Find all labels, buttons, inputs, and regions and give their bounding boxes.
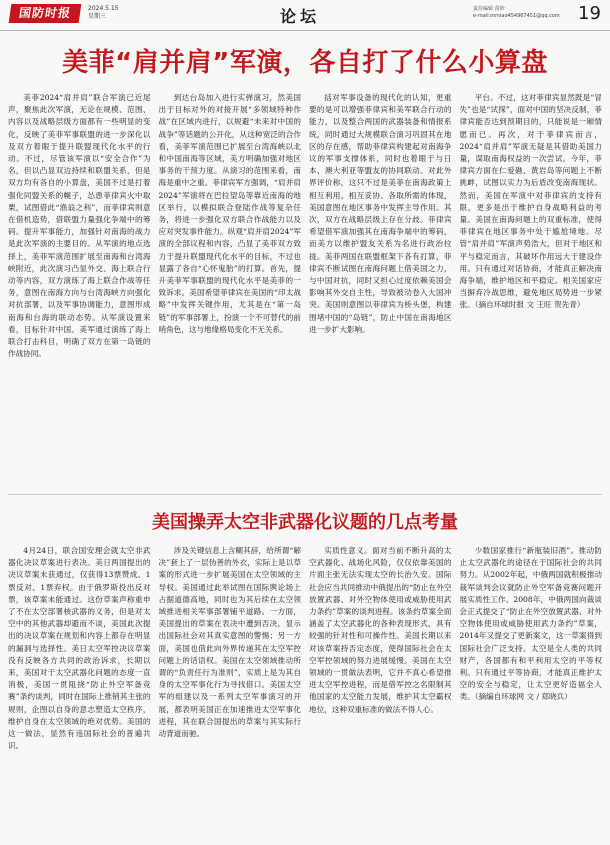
article1-paragraph: 平台。不过，这对菲律宾显然既是“冒失”也是“试探”，面对中国的坚决反制，菲律宾能否达到预期目的，只能说是一厢情愿而已。再次，对于菲律宾而言，2024“肩并肩”军演无疑是其借助美国力量，谋取南海权益的一次尝试。今年，菲律宾方面在仁爱礁、黄岩岛等问题上不断挑衅，试图以实力为后盾改变南海现状。然而，美国在军演中对菲律宾的支持有限，更多是出于维护自身战略利益的考量。美国在南海问题上的双重标准，使得菲律宾在地区事务中处于尴尬境地。尽管“肩并肩”军演声势浩大，但对于地区和平与稳定而言，其破坏作用远大于建设作用。只有通过对话协商，才能真正解决南海争端，维护地区和平稳定。相关国家应当摒弃冷战思维，避免地区局势进一步紧张。（摘自环球时报 文 王旺 贺先青） — [459, 93, 602, 310]
article2-paragraph: 4月24日，联合国安理会就太空非武器化决议草案进行表决。美日两国提出的决议草案未获通过，仅获得13票赞成、1票反对、1票弃权。由于俄罗斯投出反对票，该草案未能通过。这份草案声称重申了不在太空部署核武器的义务，但是对太空中的其他武器却避而不谈，美国此次提出的决议草案在规划和内容上都存在明显的漏洞与选择性。美日太空军控决议草案没有反映各方共同的政治诉求，长期以来，美国对于太空武器化问题的态度一直消极，美国一贯阻挠“防止外空军备竞赛”条约谈判，同时在国际上推销其主张的规则，企图以自身的意志塑造太空秩序，维护自身在太空领域的绝对优势。美国的这一做法，显然有违国际社会的普遍共识。 — [8, 546, 151, 751]
editor-info — [473, 6, 560, 20]
article1-paragraph: 美菲2024“肩并肩”联合军演已近尾声，聚焦此次军演，无论在规模、范围、内容以及战略层级方面都有一些明显的变化，反映了美菲军事联盟的进一步深化以及双方着眼于提升联盟现代化水平的行动。不过，尽管该军演以“安全合作”为名，但以凸显双边持续和联盟关系，但是双方均有各自的小算盘，美国不过是打着强化同盟关系的幌子，怂恿菲律宾火中取栗，试图借此“渔翁之利”，而菲律宾则意在借机造势，借联盟力量强化争端中的筹码。提升军事能力，加强针对南海的战力是此次军演的主要目的。从军演的地点选择上，美菲军演范围扩展至南海和台湾海峡附近，此次演习凸显外交、海上联合行动等内容，双方演练了海上联合作战等任务，意图在南海方向与台湾海峡方向强化对抗部署，以及军事协调能力，意图形成南海和台海的联动态势。从军演设置来看，目标针对中国。美军通过演练了海上联合打击科目，明确了双方在第一岛链的作战协同。 — [8, 93, 151, 359]
article1-body — [8, 92, 602, 482]
article2-column-1 — [8, 545, 151, 841]
article1-paragraph: 括对军事设备的现代化的认知，更重要的是可以增强菲律宾和美军联合行动的能力，以及整合两国的武器装备和情报系统，同时通过大规模联合演习巩固其在地区的存在感，帮助菲律宾构建起对南海争议的军事支撑体系，同时也着眼于与日本、澳大利亚等盟友的协同联动。对此外界评价称，这只不过是美菲在南海政策上相互利用、相互妥协、各取所需的体现，美国意图在地区事务中发挥主导作用。其次，双方在战略层级上存在分歧。菲律宾希望借军演加强其在南海争端中的筹码，而美方以维护盟友关系为名进行政治拉拢。美菲两国在联盟框架下各有打算，菲律宾不断试图在南海问题上借美国之力，与中国对抗，同时又担心过度依赖美国会影响其外交自主性，导致被动卷入大国冲突。美国则意图以菲律宾为桥头堡，构建围堵中国的“岛链”，防止中国在南海地区进一步扩大影响。 — [309, 93, 452, 334]
article1-headline: 美菲“肩并肩”军演，各自打了什么小算盘 — [62, 48, 548, 78]
article2-paragraph: 少数国家推行“新瓶装旧酒”。推动防止太空武器化的途径在于国际社会的共同努力。从2002年起，中俄两国就积极推动裁军谈判会议就防止外空军备竞赛问题开展实质性工作。2008年，中俄两国向裁谈会正式提交了“防止在外空放置武器、对外空物体使用或威胁使用武力条约”草案，2014年又提交了更新案文，这一草案得到国际社会广泛支持。太空是全人类的共同财产，各国都有和平利用太空的平等权利。只有通过平等协商，才能真正维护太空的安全与稳定，让太空更好造福全人类。（摘编自环球网 文 / 郑晓兵） — [459, 546, 602, 702]
date-text: 2024.5.15 — [88, 5, 119, 12]
article1-column-1 — [8, 92, 151, 482]
article2-column-3 — [309, 545, 452, 841]
article1-column-4 — [460, 92, 603, 482]
page-number: 19 — [578, 3, 601, 24]
article2-paragraph: 实质性意义。面对当前不断升高的太空武器化、战场化风险，仅仅依靠美国的片面主张无法实现太空的长治久安。国际社会应当共同推动中俄提出的“防止在外空放置武器、对外空物体使用或威胁使用武力条约”草案的谈判进程。该条约草案全面涵盖了太空武器化的各种表现形式，具有较强的针对性和可操作性。美国长期以来对该草案持否定态度，使得国际社会在太空军控领域的努力进展缓慢。美国在太空领域的一贯做法表明，它并不真心希望推进太空军控进程，而是借军控之名限制其他国家的太空能力发展，维护其太空霸权地位，这种双重标准的做法不得人心。 — [309, 546, 452, 714]
article2-headline: 美国操弄太空非武器化议题的几点考量 — [152, 512, 458, 533]
editor-name: 责任编辑 苗妙 — [473, 6, 505, 12]
article2-column-4 — [460, 545, 603, 841]
masthead — [0, 0, 610, 31]
article2-body — [8, 545, 602, 841]
article2-column-2 — [159, 545, 302, 841]
article2-paragraph: 涉及关键信息上含糊其辞，给所谓“解决”套上了一层伪善的外衣，实际上是以草案的形式进一步扩展美国在太空领域的主导权。美国通过此举试图在国际舆论场上占据道德高地，同时也为其后续在太空领域推进相关军事部署铺平道路。一方面，美国提出的草案在表决中遭到否决，显示出国际社会对其真实意图的警惕；另一方面，美国也借此向外界传递其在太空军控问题上的话语权。美国在太空领域推动所谓的“负责任行为准则”，实质上是为其自身的太空军事化行为寻找借口。美国太空军的组建以及一系列太空军事演习的开展，都表明美国正在加速推进太空军事化进程，其在联合国提出的草案与其实际行动背道而驰。 — [158, 546, 301, 739]
editor-email: e-mail:mmiao454967451@qq.com — [473, 13, 560, 19]
issue-date — [88, 5, 119, 21]
newspaper-logo: 国防时报 — [9, 4, 82, 23]
weekday-text: 星期三 — [88, 13, 107, 20]
article1-paragraph: 到达台岛加入进行实弹演习，然美国出于目标对外的对接开展“多领域特种作战”在区域内进行，以规避“未来对中国的战争”等话题的公开化，从这种宽泛的合作看，美菲军演范围已扩展至台湾海峡以北和中国南海等区域，美方明确加强对地区事务的干预力度。从演习的范围来看，南海是重中之重。菲律宾军方强调，“肩并肩2024”军演将在巴拉望岛等靠近南海的地区举行，以模拟联合登陆作战等复杂任务，将进一步强化双方联合作战能力以及应对突发事件能力。纵观“肩并肩2024”军演的全部议程和内容，凸显了美菲双方致力于提升联盟现代化水平的目标，不过也显露了各自“心怀鬼胎”的打算。首先，提升美菲军事联盟的现代化水平是美菲的一致诉求。美国希望菲律宾在美国的“印太战略”中发挥关键作用，尤其是在“第一岛链”的军事部署上，扮演一个不可替代的前哨角色，这与地缘格局变化不无关系。 — [158, 93, 301, 334]
article-divider — [8, 494, 602, 495]
article1-column-2 — [159, 92, 302, 482]
section-title: 论坛 — [280, 7, 321, 26]
article1-column-3 — [309, 92, 452, 482]
